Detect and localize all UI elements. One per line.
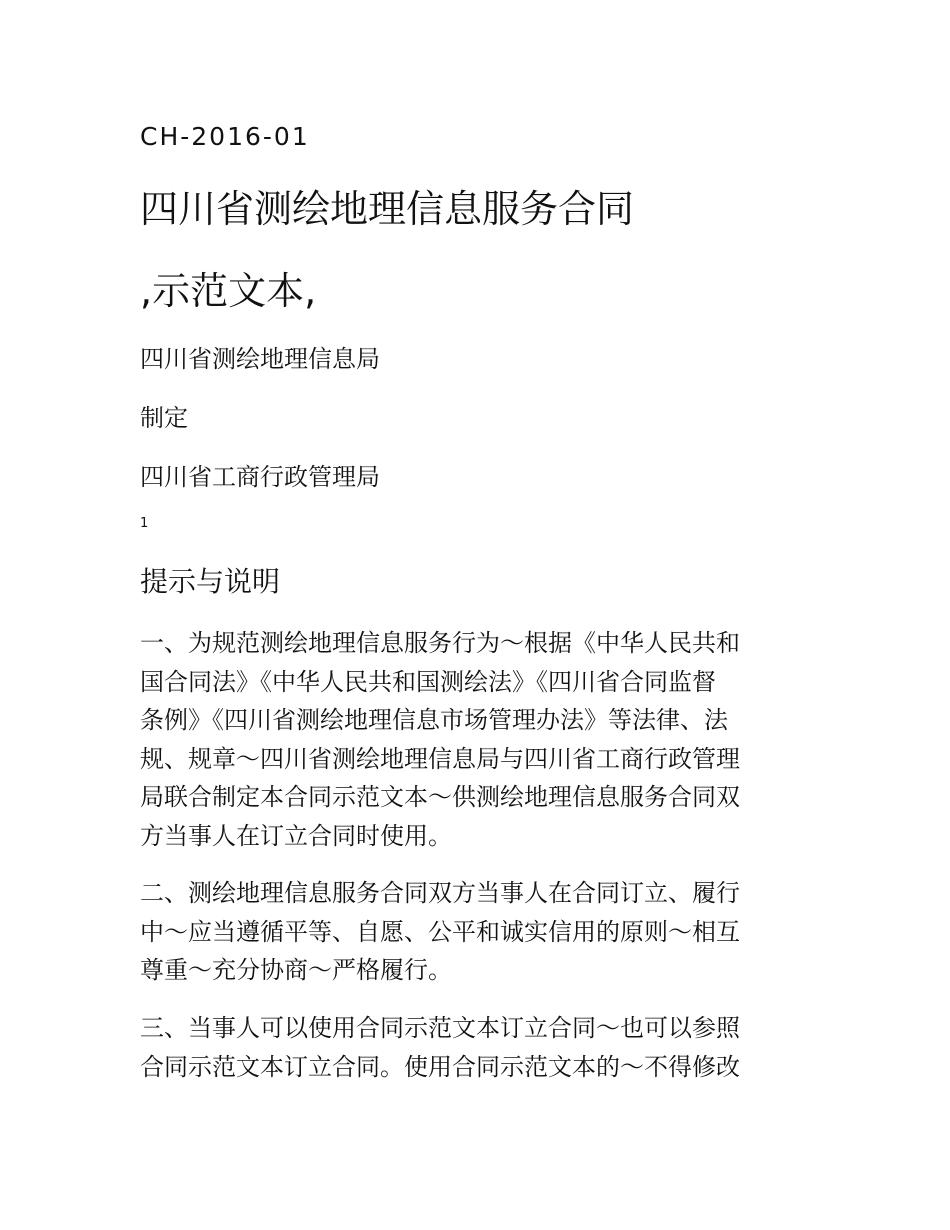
issuance-action: 制定 [140,404,188,432]
paragraph-line: 二、测绘地理信息服务合同双方当事人在合同订立、履行 [140,879,740,907]
paragraph-line: 三、当事人可以使用合同示范文本订立合同～也可以参照 [140,1014,740,1042]
paragraph-line: 国合同法》《中华人民共和国测绘法》《四川省合同监督 [140,667,716,696]
page-number: 1 [140,516,149,531]
paragraph-1 [140,624,800,855]
paragraph-3 [140,1009,800,1086]
paragraph-line: 合同示范文本订立合同。使用合同示范文本的～不得修改 [140,1052,740,1081]
paragraph-line: 条例》《四川省测绘地理信息市场管理办法》等法律、法 [140,706,728,734]
paragraph-line: 规、规章～四川省测绘地理信息局与四川省工商行政管理 [140,744,740,773]
issuer-commerce-bureau: 四川省工商行政管理局 [140,463,380,491]
paragraph-line: 方当事人在订立合同时使用。 [140,821,452,850]
paragraph-line: 局联合制定本合同示范文本～供测绘地理信息服务合同双 [140,783,740,811]
paragraph-2 [140,874,800,990]
paragraph-line: 一、为规范测绘地理信息服务行为～根据《中华人民共和 [140,629,740,657]
issuer-surveying-bureau: 四川省测绘地理信息局 [140,345,380,373]
document-subtitle: ,示范文本, [140,269,317,313]
document-title: 四川省测绘地理信息服务合同 [140,187,635,231]
paragraph-line: 尊重～充分协商～严格履行。 [140,956,452,984]
section-heading: 提示与说明 [140,565,281,598]
document-code: CH-2016-01 [140,122,310,151]
paragraph-line: 中～应当遵循平等、自愿、公平和诚实信用的原则～相互 [140,917,740,946]
